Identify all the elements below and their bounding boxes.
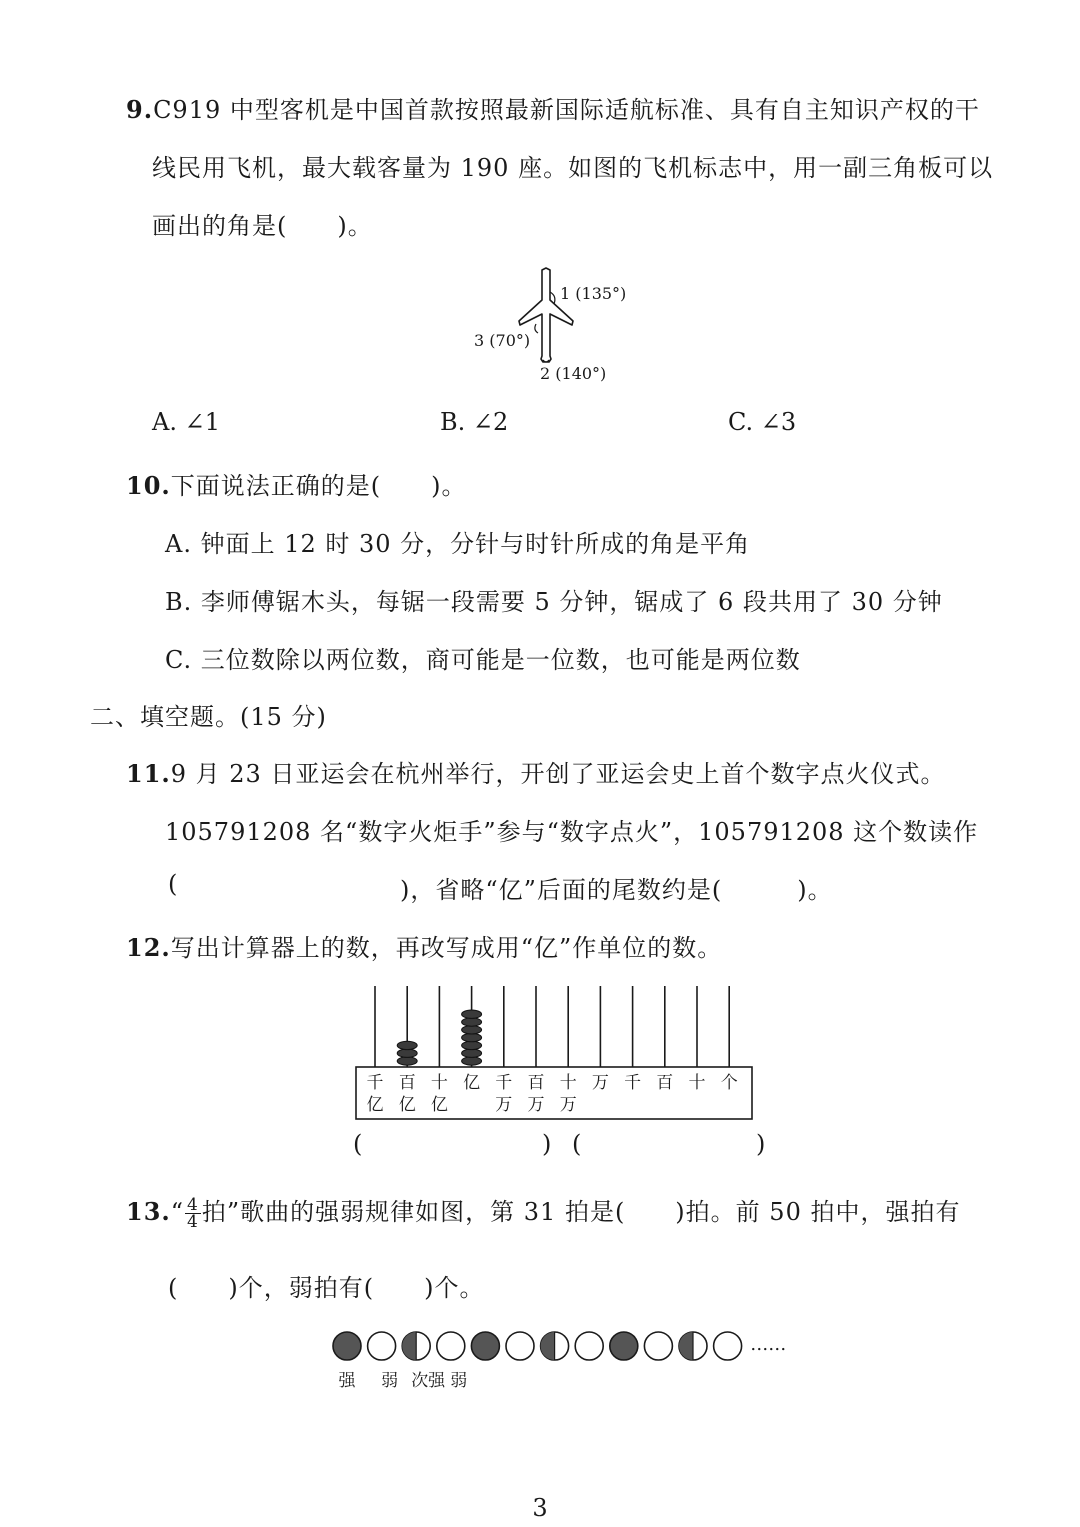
q10-number: 10. xyxy=(126,471,171,500)
beat-label-weak: 弱 xyxy=(381,1371,399,1391)
strong-beat-circle xyxy=(471,1332,499,1360)
abacus-bead xyxy=(462,1018,482,1026)
abacus-bead xyxy=(462,1033,482,1041)
beat-ellipsis: …… xyxy=(750,1334,787,1355)
place-label-bottom: 亿 xyxy=(366,1095,384,1115)
abacus-bead xyxy=(462,1010,482,1018)
place-label-top: 百 xyxy=(527,1073,545,1093)
abacus-bead xyxy=(462,1041,482,1049)
q13-line1: 13.“ $\frac{4}{4}$ 拍”歌曲的强弱规律如图，第 31 拍是( )拍。前 50 拍中，强拍有 xyxy=(126,1195,961,1232)
medium-beat-circle xyxy=(679,1332,707,1360)
place-label-top: 百 xyxy=(398,1073,416,1093)
place-label-bottom: 亿 xyxy=(398,1095,416,1115)
abacus-bead xyxy=(462,1049,482,1057)
q10-option-a[interactable]: A. 钟面上 12 时 30 分，分针与时针所成的角是平角 xyxy=(165,530,751,558)
q13-number: 13. xyxy=(126,1197,171,1226)
q12-answer-right-open[interactable]: ( xyxy=(572,1130,583,1158)
angle2-label: 2 (140°) xyxy=(540,364,607,383)
place-label-top: 百 xyxy=(656,1073,674,1093)
place-label-top: 十 xyxy=(559,1073,577,1093)
place-label-top: 万 xyxy=(591,1073,609,1093)
place-label-top: 千 xyxy=(366,1073,384,1093)
place-label-bottom: 万 xyxy=(527,1095,545,1115)
q10-option-c[interactable]: C. 三位数除以两位数，商可能是一位数，也可能是两位数 xyxy=(165,646,801,674)
place-label-top: 十 xyxy=(430,1073,448,1093)
place-label-top: 十 xyxy=(688,1073,706,1093)
place-label-bottom: 万 xyxy=(495,1095,513,1115)
q9-line3: 画出的角是( )。 xyxy=(152,212,373,240)
abacus-bead xyxy=(397,1041,417,1049)
section-title: 二、填空题。(15 分) xyxy=(90,703,327,731)
q12-number: 12. xyxy=(126,933,171,962)
q9-option-c[interactable]: C. ∠3 xyxy=(728,408,797,436)
abacus-bead xyxy=(462,1057,482,1065)
page-number: 3 xyxy=(532,1494,548,1522)
q9-line1: 9.C919 中型客机是中国首款按照最新国际适航标准、具有自主知识产权的干 xyxy=(126,95,980,124)
place-label-top: 千 xyxy=(624,1073,642,1093)
airplane-figure xyxy=(460,262,720,392)
beat-label-strong: 强 xyxy=(338,1371,356,1391)
weak-beat-circle xyxy=(575,1332,603,1360)
strong-beat-circle xyxy=(333,1332,361,1360)
q12-answer-right-close[interactable]: ) xyxy=(756,1130,767,1158)
q11-line3-rest: )，省略“亿”后面的尾数约是( )。 xyxy=(400,876,833,904)
q10-stem: 10.下面说法正确的是( )。 xyxy=(126,471,467,500)
q9-option-b[interactable]: B. ∠2 xyxy=(440,408,509,436)
beat-label-weak: 弱 xyxy=(450,1371,468,1391)
weak-beat-circle xyxy=(714,1332,742,1360)
q9-line2: 线民用飞机，最大载客量为 190 座。如图的飞机标志中，用一副三角板可以 xyxy=(152,154,994,182)
place-label-bottom: 亿 xyxy=(430,1095,448,1115)
q13-line2: ( )个，弱拍有( )个。 xyxy=(168,1274,485,1302)
angle1-label: 1 (135°) xyxy=(560,284,627,303)
abacus-figure xyxy=(350,982,770,1122)
abacus-bead xyxy=(462,1026,482,1034)
q11-number: 11. xyxy=(126,759,171,788)
beat-pattern-figure xyxy=(330,1326,810,1396)
angle3-label: 3 (70°) xyxy=(474,331,531,350)
abacus-bead xyxy=(397,1057,417,1065)
q9-number: 9. xyxy=(126,95,154,124)
weak-beat-circle xyxy=(506,1332,534,1360)
abacus-bead xyxy=(397,1049,417,1057)
q11-blank-open[interactable]: ( xyxy=(168,870,179,898)
q12-answer-left-open[interactable]: ( xyxy=(353,1130,364,1158)
weak-beat-circle xyxy=(368,1332,396,1360)
weak-beat-circle xyxy=(437,1332,465,1360)
q11-line1: 11.9 月 23 日亚运会在杭州举行，开创了亚运会史上首个数字点火仪式。 xyxy=(126,759,946,788)
medium-beat-circle xyxy=(402,1332,430,1360)
q12-answer-left-close[interactable]: ) xyxy=(542,1130,553,1158)
q10-option-b[interactable]: B. 李师傅锯木头，每锯一段需要 5 分钟，锯成了 6 段共用了 30 分钟 xyxy=(165,588,943,616)
place-label-top: 千 xyxy=(495,1073,513,1093)
strong-beat-circle xyxy=(610,1332,638,1360)
q11-line2: 105791208 名“数字火炬手”参与“数字点火”，105791208 这个数读作 xyxy=(165,818,979,846)
place-label-top: 个 xyxy=(720,1073,738,1093)
time-signature-fraction: $\frac{4}{4}$ xyxy=(187,1195,199,1232)
q12-stem: 12.写出计算器上的数，再改写成用“亿”作单位的数。 xyxy=(126,933,723,962)
weak-beat-circle xyxy=(644,1332,672,1360)
place-label-bottom: 万 xyxy=(559,1095,577,1115)
beat-label-medium: 次强 xyxy=(411,1371,446,1391)
q9-option-a[interactable]: A. ∠1 xyxy=(152,408,220,436)
place-label-top: 亿 xyxy=(463,1073,481,1093)
medium-beat-circle xyxy=(541,1332,569,1360)
